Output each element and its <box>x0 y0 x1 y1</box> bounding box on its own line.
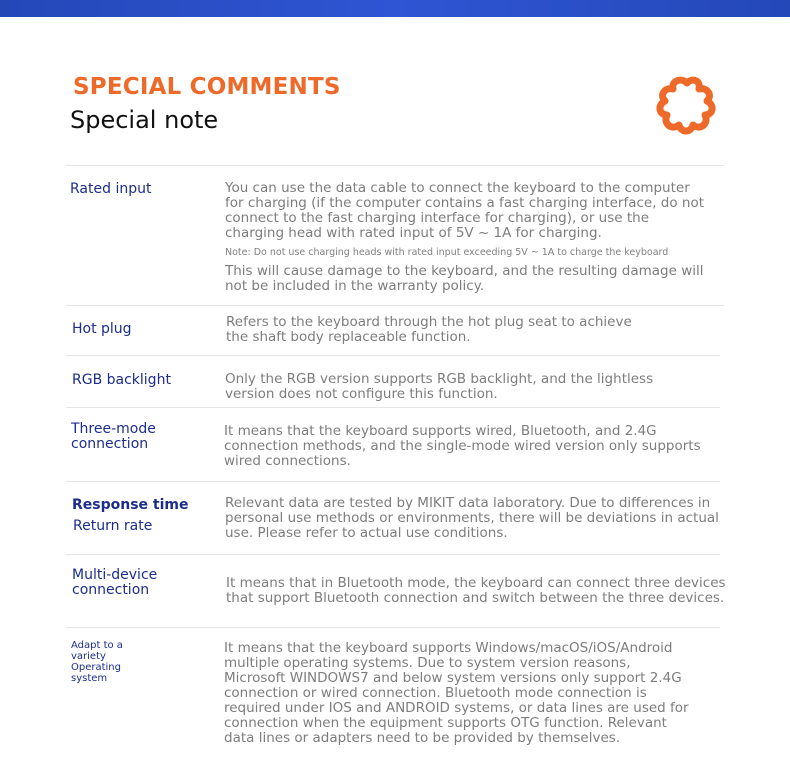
divider <box>66 355 720 356</box>
row-label-rgb-backlight: RGB backlight <box>72 372 171 388</box>
page-title: SPECIAL COMMENTS <box>73 74 341 100</box>
divider <box>66 481 720 482</box>
divider <box>66 627 720 628</box>
row-desc-os-support: It means that the keyboard supports Windows/macOS/iOS/Android multiple operating systems. Due to system version reasons, Microsoft WINDOWS7 and below system versions only support 2.4G connection or wired connection. Bluetooth mode connection is required under IOS and ANDROID systems, or data lines are used for connection when the equipment supports OTG function. Relevant data lines or adapters need to be provided by themselves. <box>224 640 689 746</box>
divider <box>66 165 724 166</box>
row-desc-multi-device: It means that in Bluetooth mode, the keyboard can connect three devices that support Bluetooth connection and switch between the three devices. <box>226 575 726 606</box>
row-desc-rgb-backlight: Only the RGB version supports RGB backlight, and the lightless version does not configure this function. <box>225 371 654 402</box>
page-subtitle: Special note <box>70 106 219 134</box>
row-label-multi-device: Multi-device connection <box>72 567 158 598</box>
flower-icon <box>655 75 719 137</box>
row-label-hot-plug: Hot plug <box>72 321 132 337</box>
row-label-response-time: Response time <box>72 497 189 513</box>
row-label-three-mode: Three-mode connection <box>71 421 156 452</box>
top-banner-bar <box>0 0 790 17</box>
row-desc-rated-input: You can use the data cable to connect the keyboard to the computer for charging (if the computer contains a fast charging interface, do not connect to the fast charging interface for charging), or use the charging head with rated input of 5V ~ 1A for charging. Note: Do not use charging heads with rated input exceeding 5V ~ 1A to charge the keyboard This will cause damage to the keyboard, and the resulting damage will not be included in the warranty policy. <box>225 180 705 294</box>
row-label-rated-input: Rated input <box>70 181 152 197</box>
row-desc-response-time: Relevant data are tested by MIKIT data laboratory. Due to differences in personal use methods or environments, there will be deviations in actual use. Please refer to actual use conditions. <box>225 495 719 541</box>
charging-note: Note: Do not use charging heads with rated input exceeding 5V ~ 1A to charge the keyboard <box>225 247 669 258</box>
divider <box>66 407 720 408</box>
row-label-os-support: Adapt to a variety Operating system <box>71 640 123 684</box>
divider <box>66 305 724 306</box>
row-desc-hot-plug: Refers to the keyboard through the hot plug seat to achieve the shaft body replaceable function. <box>226 314 632 345</box>
row-desc-three-mode: It means that the keyboard supports wired, Bluetooth, and 2.4G connection methods, and the single-mode wired version only supports wired connections. <box>224 423 701 469</box>
divider <box>66 554 720 555</box>
row-label-return-rate: Return rate <box>73 518 153 534</box>
